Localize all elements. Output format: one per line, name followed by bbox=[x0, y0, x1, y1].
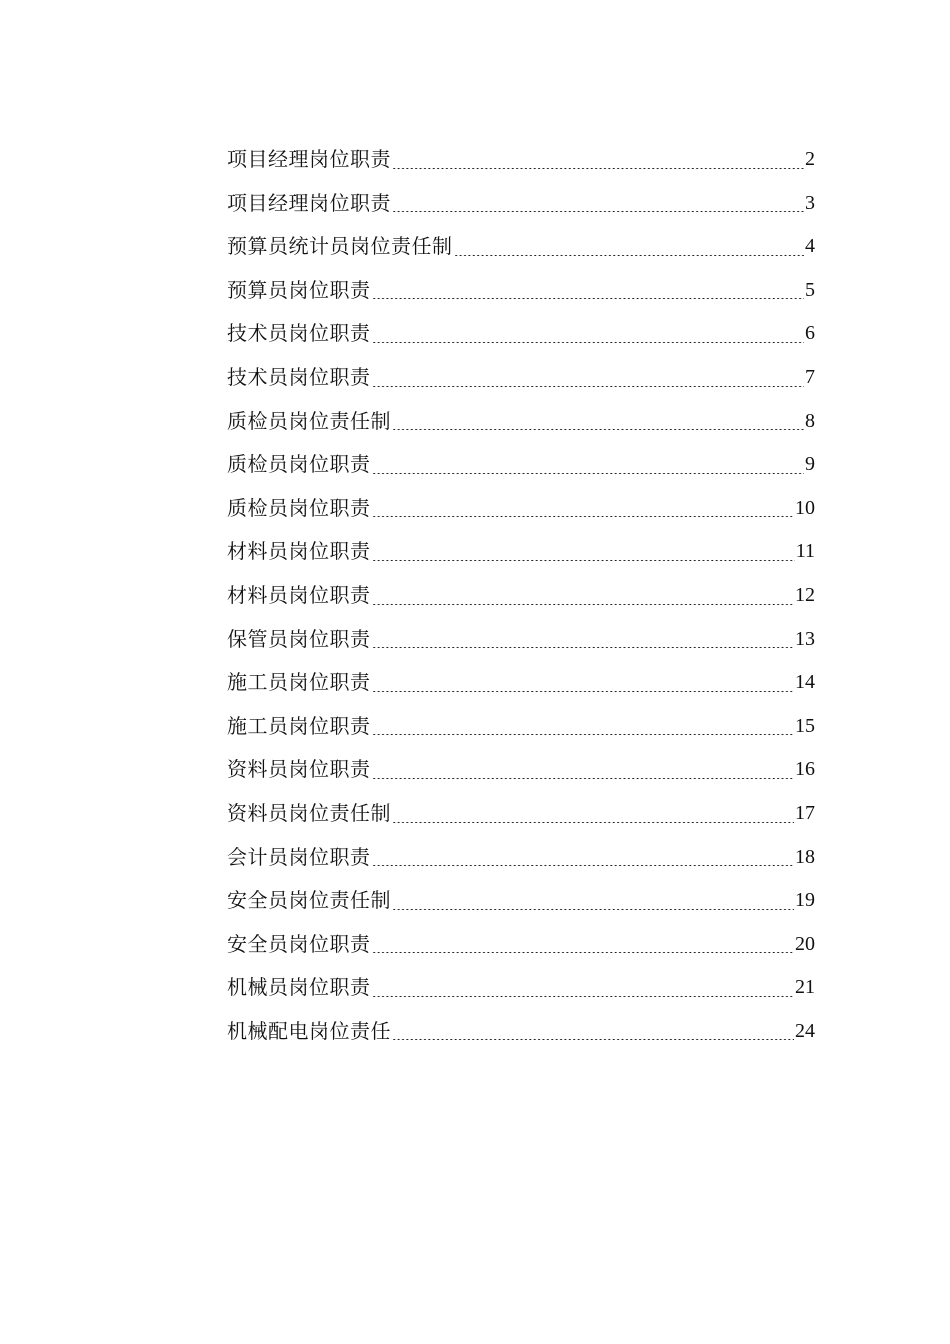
toc-dot-leader bbox=[372, 342, 805, 343]
toc-entry[interactable] bbox=[227, 705, 815, 749]
toc-entry-page-number: 12 bbox=[795, 583, 815, 606]
toc-entry[interactable] bbox=[227, 661, 815, 705]
toc-entry[interactable] bbox=[227, 312, 815, 356]
toc-entry[interactable] bbox=[227, 400, 815, 444]
toc-entry-page-number: 24 bbox=[795, 1019, 815, 1042]
toc-entry-title: 预算员统计员岗位责任制 bbox=[227, 234, 453, 259]
toc-entry-title: 技术员岗位职责 bbox=[227, 364, 371, 389]
toc-entry-page-number: 14 bbox=[795, 671, 815, 694]
toc-dot-leader bbox=[372, 778, 795, 779]
table-of-contents bbox=[227, 138, 815, 1053]
toc-entry-page-number: 18 bbox=[795, 845, 815, 868]
toc-entry-title: 安全员岗位职责 bbox=[227, 931, 371, 956]
toc-entry-page-number: 8 bbox=[805, 409, 815, 432]
toc-entry[interactable] bbox=[227, 225, 815, 269]
toc-entry-page-number: 17 bbox=[795, 801, 815, 824]
toc-dot-leader bbox=[372, 604, 795, 605]
toc-entry-page-number: 6 bbox=[805, 322, 815, 345]
toc-entry[interactable] bbox=[227, 356, 815, 400]
toc-entry-title: 质检员岗位职责 bbox=[227, 495, 371, 520]
toc-entry-page-number: 5 bbox=[805, 278, 815, 301]
toc-dot-leader bbox=[372, 865, 795, 866]
toc-entry-page-number: 2 bbox=[805, 148, 815, 170]
toc-dot-leader bbox=[392, 1039, 794, 1040]
toc-entry-page-number: 21 bbox=[795, 976, 815, 999]
toc-entry-title: 安全员岗位责任制 bbox=[227, 888, 391, 913]
toc-entry-page-number: 11 bbox=[795, 540, 815, 563]
toc-entry-title: 材料员岗位职责 bbox=[227, 582, 371, 607]
toc-entry-title: 质检员岗位责任制 bbox=[227, 408, 391, 433]
toc-entry-title: 保管员岗位职责 bbox=[227, 626, 371, 651]
toc-dot-leader bbox=[392, 822, 794, 823]
toc-entry[interactable] bbox=[227, 748, 815, 792]
toc-entry-page-number: 7 bbox=[805, 365, 815, 388]
toc-dot-leader bbox=[372, 516, 795, 517]
toc-entry-page-number: 13 bbox=[795, 627, 815, 650]
toc-entry[interactable] bbox=[227, 792, 815, 836]
toc-entry[interactable] bbox=[227, 574, 815, 618]
toc-dot-leader bbox=[372, 647, 795, 648]
toc-entry-title: 会计员岗位职责 bbox=[227, 844, 371, 869]
toc-entry[interactable] bbox=[227, 923, 815, 967]
toc-dot-leader bbox=[372, 560, 795, 561]
toc-dot-leader bbox=[454, 255, 805, 256]
toc-entry-page-number: 9 bbox=[805, 453, 815, 476]
toc-entry-title: 机械配电岗位责任 bbox=[227, 1018, 391, 1043]
toc-dot-leader bbox=[372, 952, 795, 953]
toc-entry-page-number: 15 bbox=[795, 714, 815, 737]
toc-entry[interactable] bbox=[227, 182, 815, 226]
toc-entry[interactable] bbox=[227, 966, 815, 1010]
toc-dot-leader bbox=[372, 996, 795, 997]
toc-entry-page-number: 20 bbox=[795, 932, 815, 955]
toc-dot-leader bbox=[392, 168, 804, 169]
toc-entry[interactable] bbox=[227, 269, 815, 313]
toc-entry-page-number: 10 bbox=[795, 496, 815, 519]
toc-entry[interactable] bbox=[227, 138, 815, 182]
toc-dot-leader bbox=[372, 298, 805, 299]
toc-entry-page-number: 16 bbox=[795, 758, 815, 781]
toc-entry[interactable] bbox=[227, 618, 815, 662]
toc-dot-leader bbox=[372, 691, 795, 692]
toc-dot-leader bbox=[392, 429, 804, 430]
toc-entry[interactable] bbox=[227, 487, 815, 531]
toc-entry[interactable] bbox=[227, 1010, 815, 1054]
toc-entry[interactable] bbox=[227, 879, 815, 923]
toc-entry-title: 项目经理岗位职责 bbox=[227, 190, 391, 215]
toc-entry-title: 质检员岗位职责 bbox=[227, 452, 371, 477]
toc-entry-title: 材料员岗位职责 bbox=[227, 539, 371, 564]
toc-entry-title: 项目经理岗位职责 bbox=[227, 147, 391, 171]
toc-entry-title: 机械员岗位职责 bbox=[227, 975, 371, 1000]
toc-entry-title: 预算员岗位职责 bbox=[227, 277, 371, 302]
toc-dot-leader bbox=[392, 909, 794, 910]
toc-entry-title: 资料员岗位职责 bbox=[227, 757, 371, 782]
toc-dot-leader bbox=[392, 211, 804, 212]
toc-entry-title: 施工员岗位职责 bbox=[227, 713, 371, 738]
toc-entry[interactable] bbox=[227, 530, 815, 574]
toc-dot-leader bbox=[372, 734, 795, 735]
toc-dot-leader bbox=[372, 386, 805, 387]
toc-entry[interactable] bbox=[227, 836, 815, 880]
toc-entry-page-number: 3 bbox=[805, 191, 815, 214]
toc-dot-leader bbox=[372, 473, 805, 474]
toc-entry-page-number: 19 bbox=[795, 889, 815, 912]
toc-entry-title: 施工员岗位职责 bbox=[227, 670, 371, 695]
toc-entry[interactable] bbox=[227, 443, 815, 487]
toc-entry-title: 技术员岗位职责 bbox=[227, 321, 371, 346]
toc-entry-page-number: 4 bbox=[805, 235, 815, 258]
toc-entry-title: 资料员岗位责任制 bbox=[227, 800, 391, 825]
